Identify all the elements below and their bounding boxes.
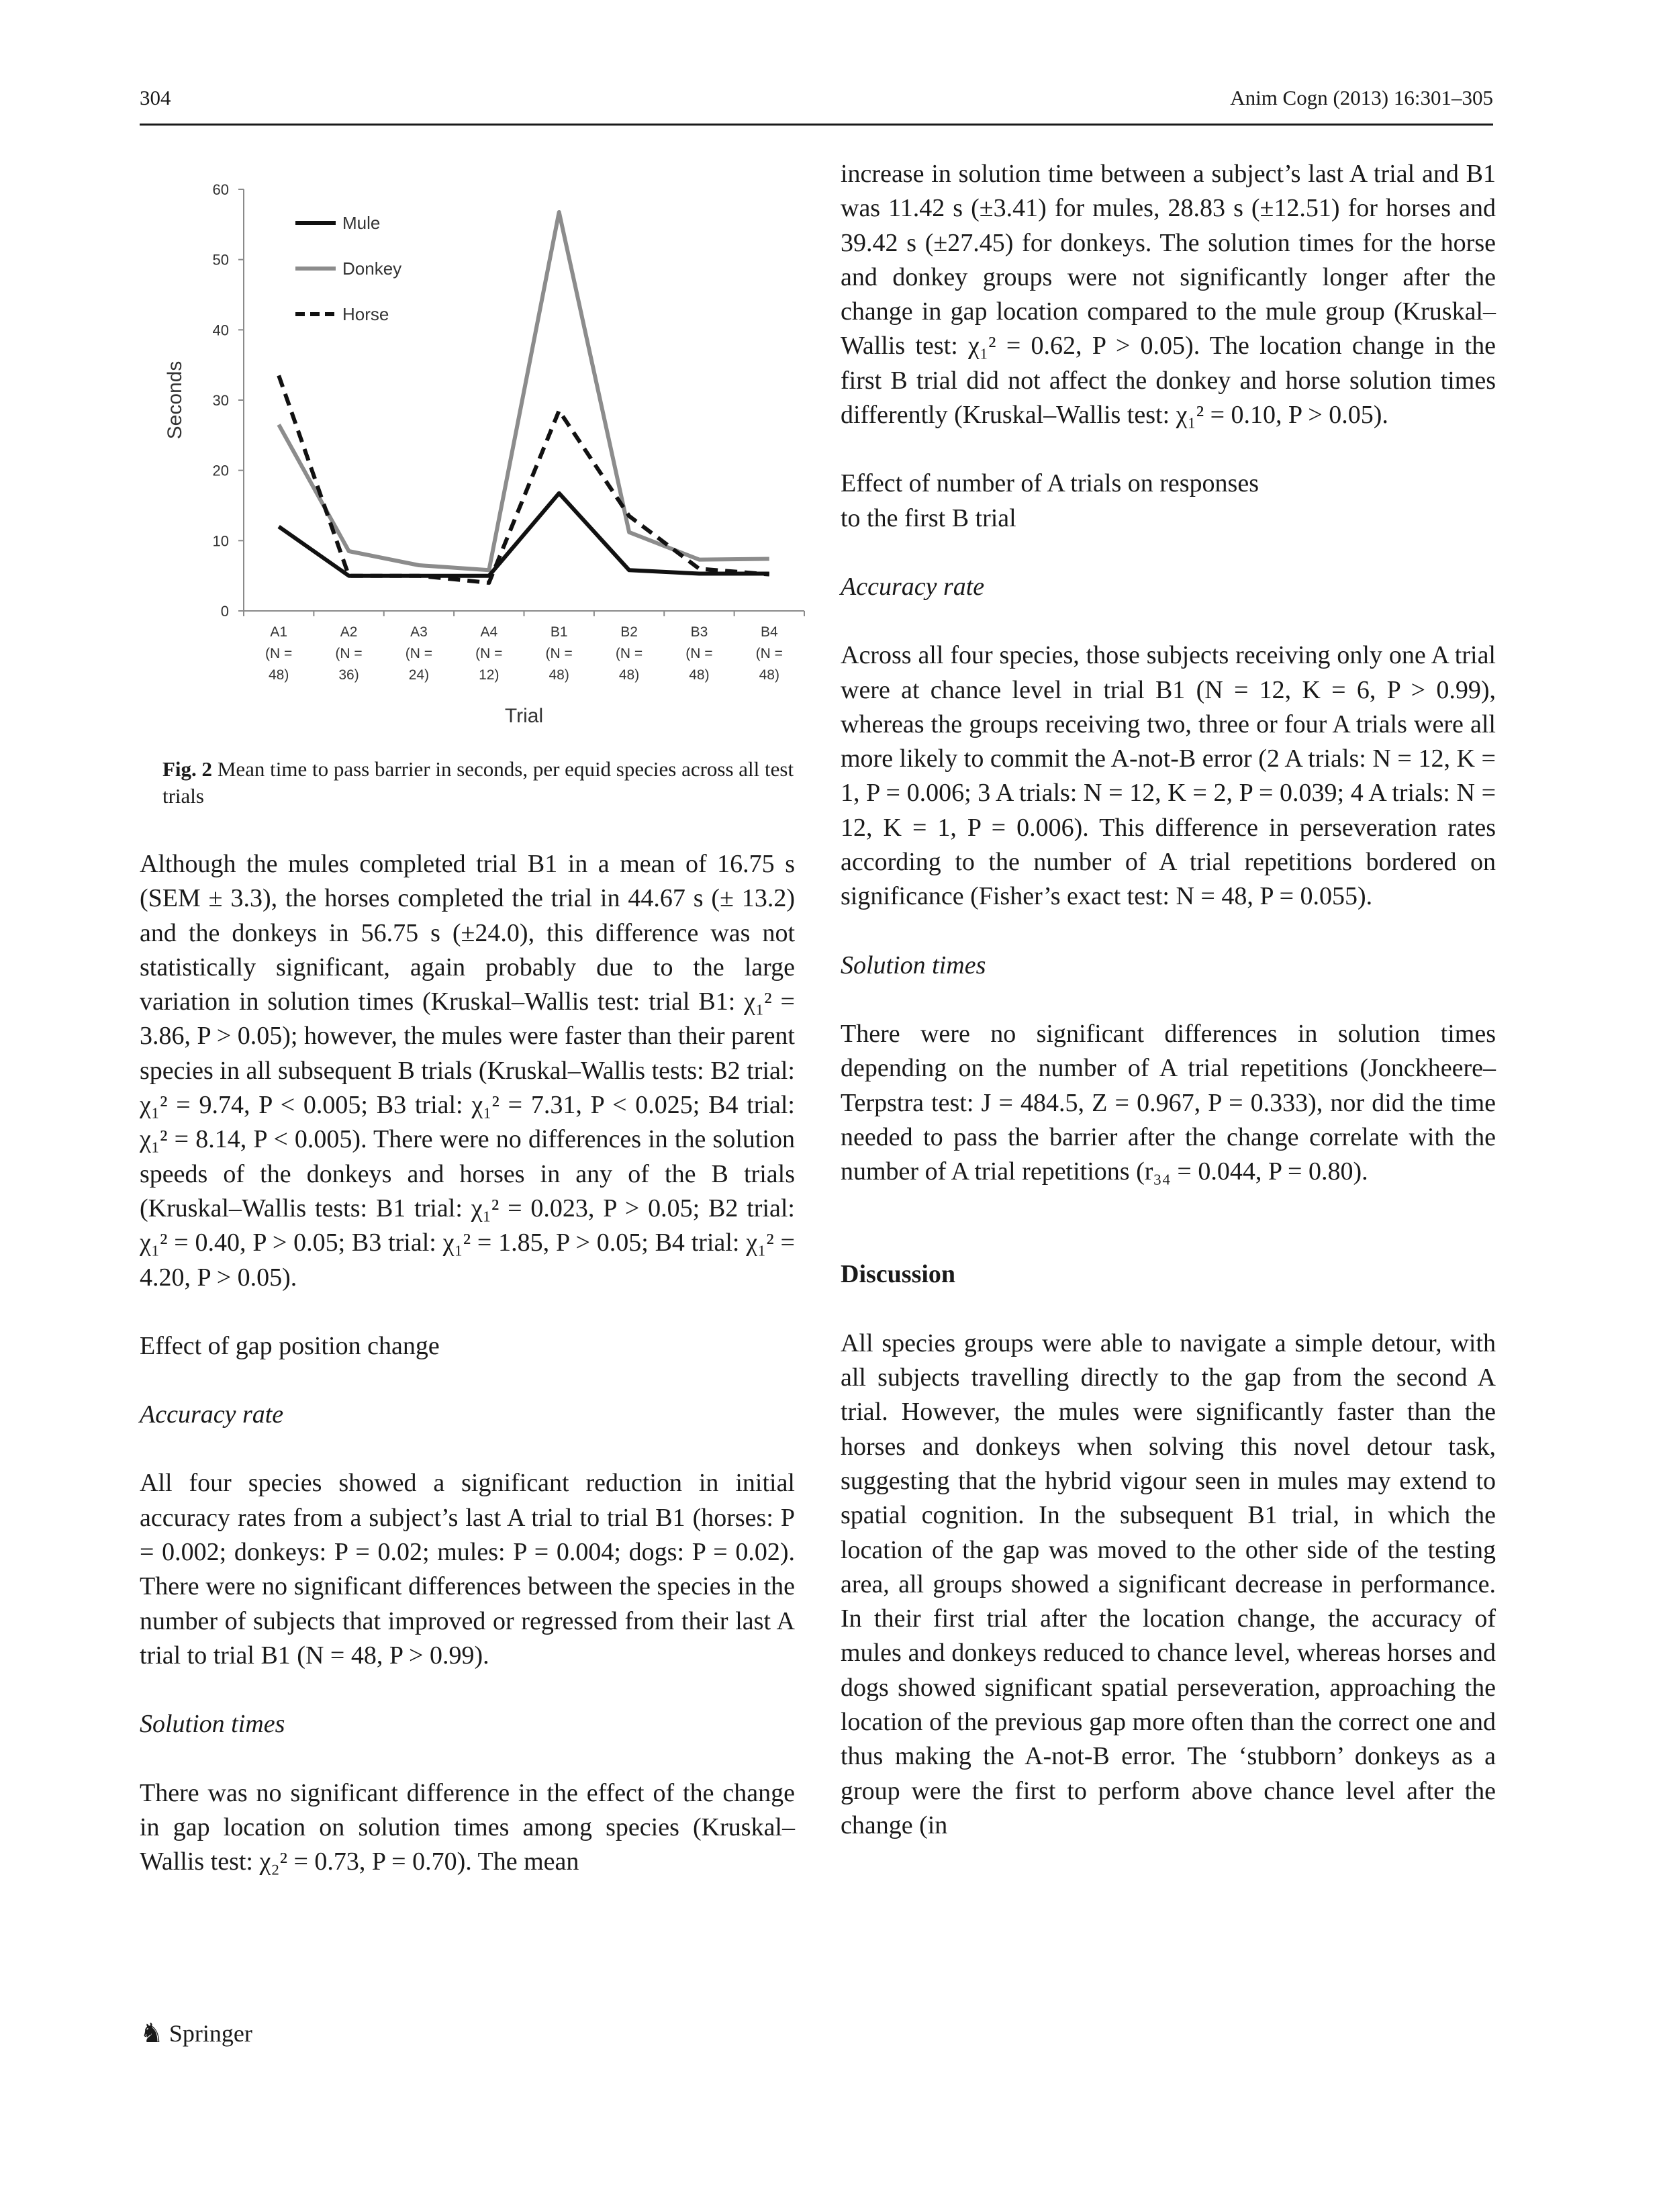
- right-paragraph-3: There were no significant differences in solution times depending on the number of A trial repetitions (Jonckheere–Terpstra test: J = 484.5, Z = 0.967, P = 0.333), nor did the time needed to pass the barrier after the change correlate with the number of A trial repetitions (r₃₄ = 0.044, P = 0.80).: [841, 1019, 1496, 1186]
- section-heading-gap-position: Effect of gap position change: [140, 1331, 440, 1360]
- section-title-discussion: Discussion: [841, 1260, 956, 1289]
- heading-line-2: to the first B trial: [841, 503, 1016, 532]
- springer-horse-icon: ♞: [140, 2018, 164, 2048]
- x-tick-n-top: (N =: [545, 646, 573, 661]
- x-tick-n-bottom: 36): [338, 667, 359, 683]
- legend-label-horse: Horse: [342, 304, 389, 324]
- y-tick-label: 10: [212, 532, 229, 550]
- x-axis-title: Trial: [504, 705, 544, 727]
- section-heading-number-of-a-trials: [841, 467, 1496, 536]
- right-paragraph-2: Across all four species, those subjects receiving only one A trial were at chance level in trial B1 (N = 12, K = 6, P > 0.99), whereas the groups receiving two, three or four A trials were all more likely to commit the A-not-B error (2 A trials: N = 12, K = 1, P = 0.006; 3 A trials: N = 12, K = 2, P = 0.039; 4 A trials: N = 12, K = 1, P = 0.006). This difference in perseveration rates according to the number of A trial repetitions bordered on significance (Fisher’s exact test: N = 48, P = 0.055).: [841, 641, 1496, 911]
- x-tick-n-bottom: 24): [408, 667, 430, 683]
- y-tick-label: 20: [212, 462, 229, 479]
- right-paragraph-1: increase in solution time between a subject’s last A trial and B1 was 11.42 s (±3.41) for mules, 28.83 s (±12.51) for horses and 39.42 s (±27.45) for donkeys. The solution times for the horse and donkey groups were not significantly longer after the change in gap location compared to the mule group (Kruskal–Wallis test: χ₁² = 0.62, P > 0.05). The location change in the first B trial did not affect the donkey and horse solution times differently (Kruskal–Wallis test: χ₁² = 0.10, P > 0.05).: [841, 160, 1496, 430]
- x-tick-n-top: (N =: [615, 646, 643, 661]
- y-tick-label: 60: [212, 181, 229, 198]
- x-tick-label: A4: [480, 624, 498, 640]
- x-tick-label: B2: [620, 624, 638, 640]
- heading-line-1: Effect of number of A trials on responses: [841, 469, 1259, 498]
- series-line-mule: [279, 493, 769, 576]
- x-tick-n-bottom: 48): [759, 667, 779, 683]
- legend-label-donkey: Donkey: [342, 258, 402, 279]
- page-number: 304: [140, 86, 171, 109]
- figure-2-line-chart: [140, 161, 811, 738]
- publisher-logo: [140, 2017, 252, 2049]
- y-tick-label: 50: [212, 251, 229, 269]
- x-tick-n-top: (N =: [755, 646, 783, 661]
- x-tick-n-bottom: 12): [479, 667, 500, 683]
- subheading-accuracy-rate-right: Accuracy rate: [841, 572, 985, 601]
- y-axis-title: Seconds: [164, 360, 186, 440]
- y-tick-label: 40: [212, 322, 229, 339]
- x-tick-n-top: (N =: [685, 646, 713, 661]
- publisher-name: Springer: [169, 2019, 252, 2047]
- x-tick-n-top: (N =: [335, 646, 363, 661]
- x-tick-label: B4: [760, 624, 778, 640]
- left-paragraph-3: There was no significant difference in the effect of the change in gap location on solution times among species (Kruskal–Wallis test: χ₂² = 0.73, P = 0.70). The mean: [140, 1778, 795, 1876]
- x-tick-label: A3: [410, 624, 428, 640]
- subheading-solution-times: Solution times: [140, 1710, 285, 1739]
- figure-caption-text: Mean time to pass barrier in seconds, per equid species across all test trials: [162, 757, 794, 808]
- x-tick-label: A1: [270, 624, 288, 640]
- legend-label-mule: Mule: [342, 213, 381, 233]
- x-tick-label: B3: [690, 624, 708, 640]
- x-tick-n-top: (N =: [405, 646, 433, 661]
- x-tick-label: A2: [340, 624, 358, 640]
- x-tick-n-bottom: 48): [618, 667, 640, 683]
- journal-reference: Anim Cogn (2013) 16:301–305: [1230, 86, 1493, 109]
- left-paragraph-2: All four species showed a significant reduction in initial accuracy rates from a subject’s last A trial to trial B1 (horses: P = 0.002; donkeys: P = 0.02; mules: P = 0.004; dogs: P = 0.02). There were no significant differences between the species in the number of subjects that improved or regressed from their last A trial to trial B1 (N = 48, P > 0.99).: [140, 1469, 795, 1670]
- figure-caption: [162, 756, 827, 810]
- subheading-solution-times-right: Solution times: [841, 951, 986, 979]
- x-tick-n-bottom: 48): [549, 667, 569, 683]
- header-rule: [140, 124, 1493, 126]
- x-tick-n-bottom: 48): [269, 667, 289, 683]
- right-paragraph-4: All species groups were able to navigate a simple detour, with all subjects travelling directly to the gap from the second A trial. However, the mules were significantly faster than the horses and donkeys when solving this novel detour task, suggesting that the hybrid vigour seen in mules may extend to spatial cognition. In the subsequent B1 trial, in which the location of the gap was moved to the other side of the testing area, all groups showed a significant decrease in performance. In their first trial after the location change, the accuracy of mules and donkeys reduced to chance level, whereas horses and dogs showed significant spatial perseveration, approaching the location of the previous gap more often than the correct one and thus making the A-not-B error. The ‘stubborn’ donkeys as a group were the first to perform above chance level after the change (in: [841, 1329, 1496, 1839]
- subheading-accuracy-rate: Accuracy rate: [140, 1400, 284, 1429]
- left-paragraph-1: Although the mules completed trial B1 in a mean of 16.75 s (SEM ± 3.3), the horses completed the trial in 44.67 s (± 13.2) and the donkeys in 56.75 s (±24.0), this difference was not statistically significant, again probably due to the large variation in solution times (Kruskal–Wallis test: trial B1: χ₁² = 3.86, P > 0.05); however, the mules were faster than their parent species in all subsequent B trials (Kruskal–Wallis tests: B2 trial: χ₁² = 9.74, P < 0.005; B3 trial: χ₁² = 7.31, P < 0.025; B4 trial: χ₁² = 8.14, P < 0.005). There were no differences in the solution speeds of the donkeys and horses in any of the B trials (Kruskal–Wallis tests: B1 trial: χ₁² = 0.023, P > 0.05; B2 trial: χ₁² = 0.40, P > 0.05; B3 trial: χ₁² = 1.85, P > 0.05; B4 trial: χ₁² = 4.20, P > 0.05).: [140, 850, 795, 1292]
- y-tick-label: 30: [212, 392, 229, 409]
- x-tick-n-bottom: 48): [689, 667, 710, 683]
- left-column: [140, 847, 795, 1879]
- figure-caption-label: Fig. 2: [162, 757, 213, 781]
- right-column: [841, 157, 1496, 1843]
- x-tick-n-top: (N =: [475, 646, 503, 661]
- x-tick-label: B1: [550, 624, 568, 640]
- x-tick-n-top: (N =: [265, 646, 293, 661]
- y-tick-label: 0: [220, 603, 229, 620]
